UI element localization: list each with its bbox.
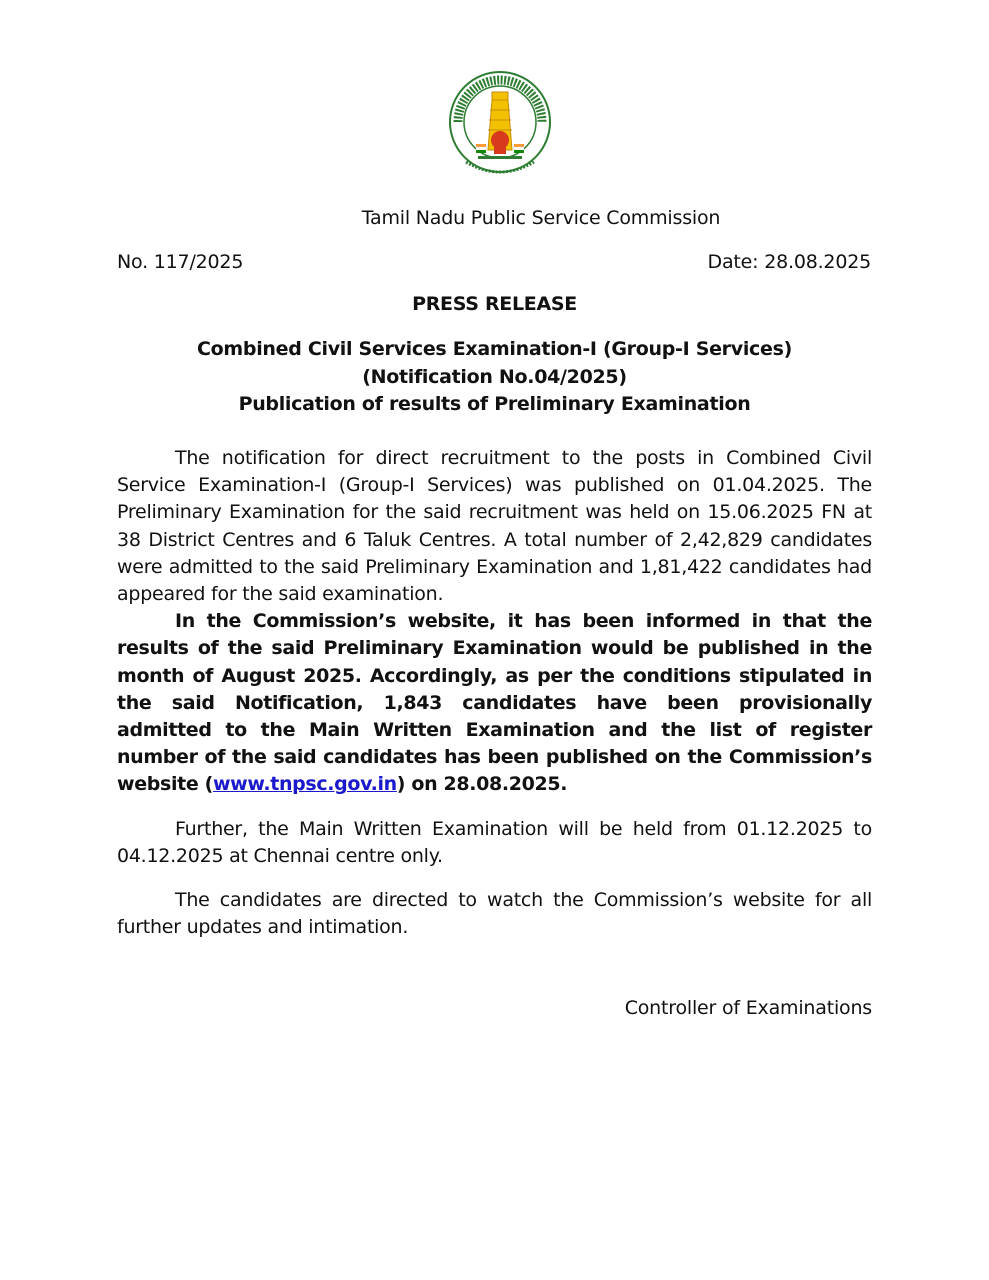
results-text: In the Commission’s website, it has been informed in that the results of the said Preliminary Examination would be published in the month of August 2025. Accordingly, as per the conditions stipulated in the said Notification, 1,843 candidates have been provisionally admitted to the Main Written Examination and the list of register number of the said candidates has been published on the Commission’s website ( (117, 610, 872, 796)
signatory: Controller of Examinations (624, 997, 872, 1019)
paragraph-main-exam-dates: Further, the Main Written Examination will be held from 01.12.2025 to 04.12.2025 at Chennai centre only. (117, 817, 872, 867)
reference-line (117, 251, 871, 273)
results-text-end: ) on 28.08.2025. (396, 773, 568, 796)
subject-titles (0, 336, 989, 419)
press-release-body (117, 445, 872, 941)
paragraph-candidate-directions: The candidates are directed to watch the Commission’s website for all further updates and intimation. (117, 889, 872, 939)
notification-number: (Notification No.04/2025) (362, 365, 627, 388)
exam-title: Combined Civil Services Examination-I (Group-I Services) (197, 338, 792, 360)
reference-number: No. 117/2025 (117, 251, 244, 273)
document-type-heading: PRESS RELEASE (412, 293, 577, 315)
tnpsc-emblem-icon (448, 70, 552, 182)
organization-name: Tamil Nadu Public Service Commission (361, 207, 721, 229)
paragraph-results-announcement (117, 608, 872, 798)
paragraph-notification-details: The notification for direct recruitment to the posts in Combined Civil Service Examination-I (Group-I Services) was published on 01.04.2025. The Preliminary Examination for the said recruitment was held on 15.06.2025 FN at 38 District Centres and 6 Taluk Centres. A total number of 2,42,829 candidates were admitted to the said Preliminary Examination and 1,81,422 candidates had appeared for the said examination. (117, 447, 872, 606)
tnpsc-website-link[interactable]: www.tnpsc.gov.in (212, 773, 397, 796)
subject-title: Publication of results of Preliminary Examination (238, 393, 751, 415)
release-date: Date: 28.08.2025 (707, 251, 871, 273)
